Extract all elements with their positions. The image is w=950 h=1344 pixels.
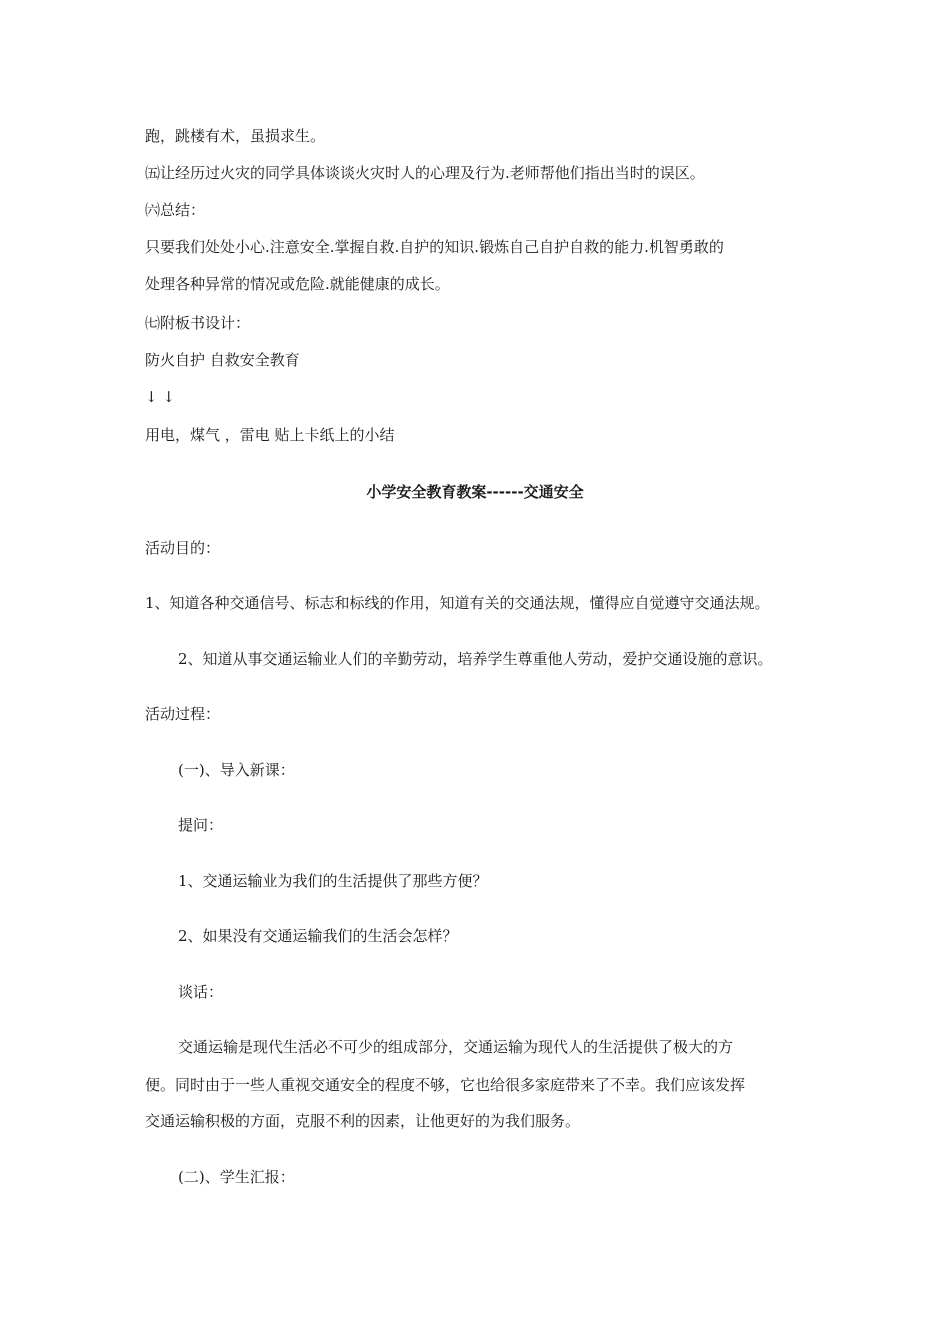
text-line: ㈦附板书设计： xyxy=(145,314,251,332)
text-line: 跑，跳楼有术，虽损求生。 xyxy=(145,127,326,145)
goal-item: 2、知道从事交通运输业人们的辛勤劳动，培养学生尊重他人劳动，爱护交通设施的意识。 xyxy=(178,650,773,668)
step-heading: (一)、导入新课： xyxy=(178,761,295,779)
talk-paragraph-line: 交通运输是现代生活必不可少的组成部分，交通运输为现代人的生活提供了极大的方 xyxy=(178,1038,734,1056)
talk-label: 谈话： xyxy=(178,983,224,1001)
process-heading: 活动过程： xyxy=(145,705,221,723)
question-item: 1、交通运输业为我们的生活提供了那些方便？ xyxy=(178,872,488,890)
text-line: ㈤让经历过火灾的同学具体谈谈火灾时人的心理及行为.老师帮他们指出当时的误区。 xyxy=(145,164,705,182)
text-line: 用电，煤气 ，雷电 贴上卡纸上的小结 xyxy=(145,426,395,444)
text-line: 处理各种异常的情况或危险.就能健康的成长。 xyxy=(145,275,450,293)
talk-paragraph-line: 便。同时由于一些人重视交通安全的程度不够，它也给很多家庭带来了不幸。我们应该发挥 xyxy=(145,1076,746,1094)
question-item: 2、如果没有交通运输我们的生活会怎样？ xyxy=(178,927,458,945)
goal-heading: 活动目的： xyxy=(145,539,221,557)
step-heading: (二)、学生汇报： xyxy=(178,1168,295,1186)
arrow-line: ↓ ↓ xyxy=(145,388,175,406)
goal-item: 1、知道各种交通信号、标志和标线的作用，知道有关的交通法规，懂得应自觉遵守交通法规。 xyxy=(145,594,770,612)
lesson-title: 小学安全教育教案------交通安全 xyxy=(366,483,584,501)
text-line: 防火自护 自救安全教育 xyxy=(145,351,300,369)
ask-label: 提问： xyxy=(178,816,224,834)
text-line: ㈥总结： xyxy=(145,201,206,219)
text-line: 只要我们处处小心.注意安全.掌握自救.自护的知识.锻炼自己自护自救的能力.机智勇敢的 xyxy=(145,238,724,256)
talk-paragraph-line: 交通运输积极的方面，克服不利的因素，让他更好的为我们服务。 xyxy=(145,1112,581,1130)
